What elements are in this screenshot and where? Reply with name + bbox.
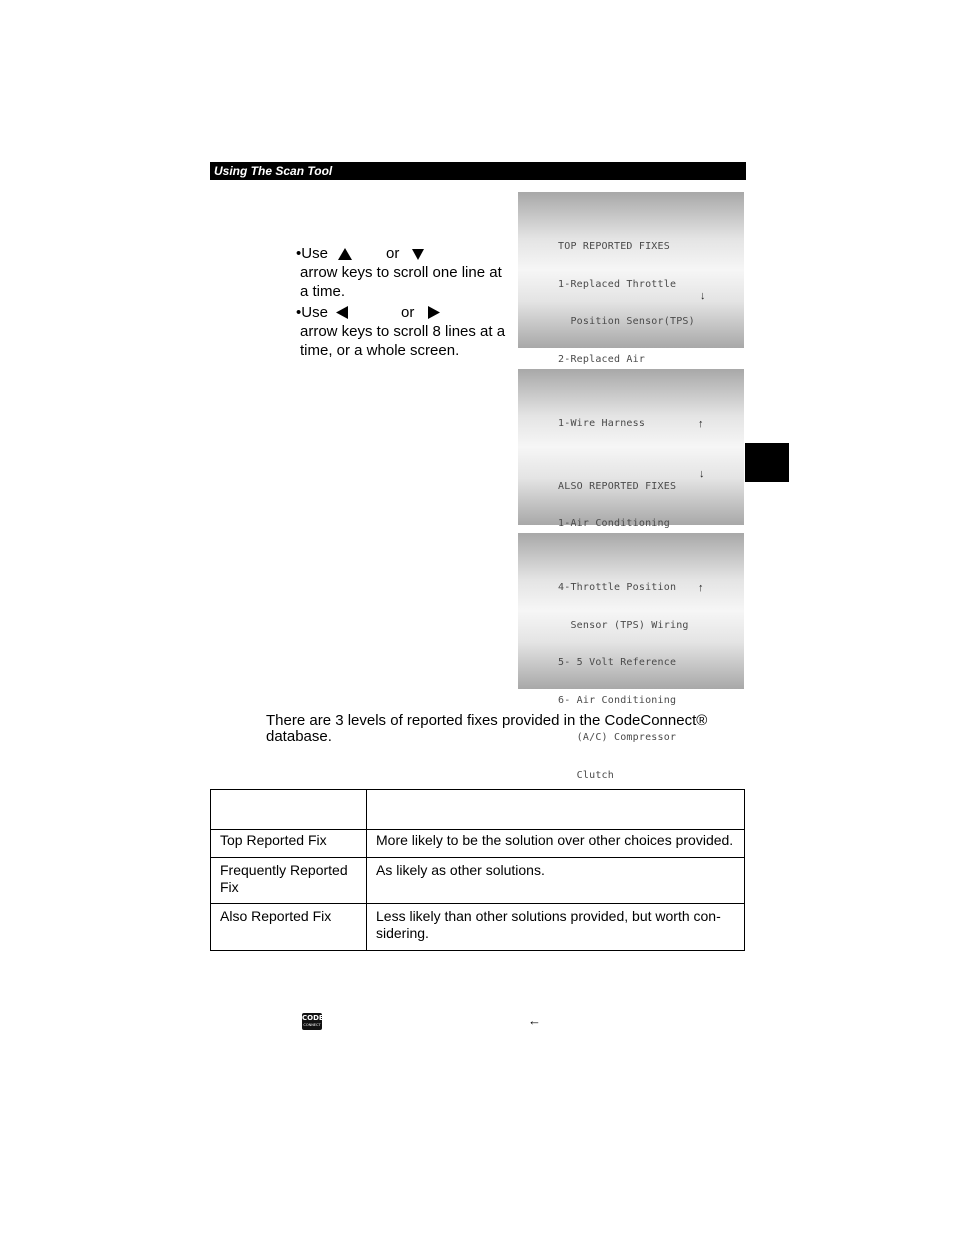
screen-line: 6- Air Conditioning xyxy=(558,694,677,706)
table-row xyxy=(211,858,745,904)
line-scroll-text-2: a time. xyxy=(300,283,346,300)
table-row xyxy=(211,904,745,951)
fix-levels-table xyxy=(210,789,745,951)
up-arrow-icon xyxy=(338,248,352,260)
back-arrow-icon: ← xyxy=(528,1013,541,1028)
scroll-down-icon: ↓ xyxy=(699,468,705,480)
page-scroll-text-2: time, or a whole screen. xyxy=(300,342,460,359)
page-scroll-text-1: arrow keys to scroll 8 lines at a xyxy=(300,323,506,340)
screen-text xyxy=(558,557,689,807)
screen-line: 2-Replaced Air xyxy=(558,353,646,365)
fix-level-description: More likely to be the solution over other choices provided. xyxy=(367,830,745,858)
down-arrow-icon xyxy=(412,249,424,260)
scan-tool-screen-2 xyxy=(518,369,744,529)
screen-line: Sensor (TPS) Wiring xyxy=(558,619,689,631)
table-header-cell xyxy=(211,790,367,830)
scroll-down-icon: ↓ xyxy=(700,290,706,302)
screen-line: 1-Air Conditioning xyxy=(558,518,670,529)
code-connect-icon xyxy=(302,1013,322,1030)
use-label: •Use xyxy=(296,304,328,321)
fix-level-description: Less likely than other solutions provided, but worth con-sidering. xyxy=(367,904,745,951)
table-row xyxy=(211,830,745,858)
screen-line: Position Sensor(TPS) xyxy=(558,316,695,327)
or-label: or xyxy=(401,304,415,321)
scan-tool-screen-1 xyxy=(518,192,744,365)
screen-line: 4-Throttle Position xyxy=(558,582,677,593)
fix-level-name: Also Reported Fix xyxy=(211,904,367,951)
screen-line: 5- 5 Volt Reference xyxy=(558,657,677,668)
scroll-up-icon: ↑ xyxy=(698,418,704,430)
line-scroll-text-1: arrow keys to scroll one line at xyxy=(300,264,502,281)
code-connect-icon-sublabel: CONNECT xyxy=(303,1023,321,1027)
screen-line: Clutch xyxy=(558,769,614,781)
table-header-row xyxy=(211,790,745,830)
screen-line: ALSO REPORTED FIXES xyxy=(558,480,677,492)
fix-level-description: As likely as other solutions. xyxy=(367,858,745,904)
fix-level-name: Frequently Reported Fix xyxy=(211,858,367,904)
intro-paragraph: There are 3 levels of reported fixes provided in the CodeConnect® database. xyxy=(266,712,708,745)
use-label: •Use xyxy=(296,245,328,262)
section-header: Using The Scan Tool xyxy=(210,162,746,180)
screen-line: 1-Replaced Throttle xyxy=(558,278,677,290)
chapter-tab xyxy=(745,443,789,482)
code-connect-icon-label: CODE xyxy=(302,1014,324,1022)
screen-line: (A/C) Compressor xyxy=(558,732,677,743)
left-arrow-icon xyxy=(336,306,348,319)
table-header-cell xyxy=(367,790,745,830)
or-label: or xyxy=(386,245,400,262)
scan-tool-screen-3 xyxy=(518,533,744,781)
screen-line: TOP REPORTED FIXES xyxy=(558,241,670,252)
right-arrow-icon xyxy=(428,306,440,319)
fix-level-name: Top Reported Fix xyxy=(211,830,367,858)
scroll-up-icon: ↑ xyxy=(698,582,704,594)
scroll-instructions xyxy=(296,244,510,362)
screen-line: 1-Wire Harness xyxy=(558,418,646,429)
